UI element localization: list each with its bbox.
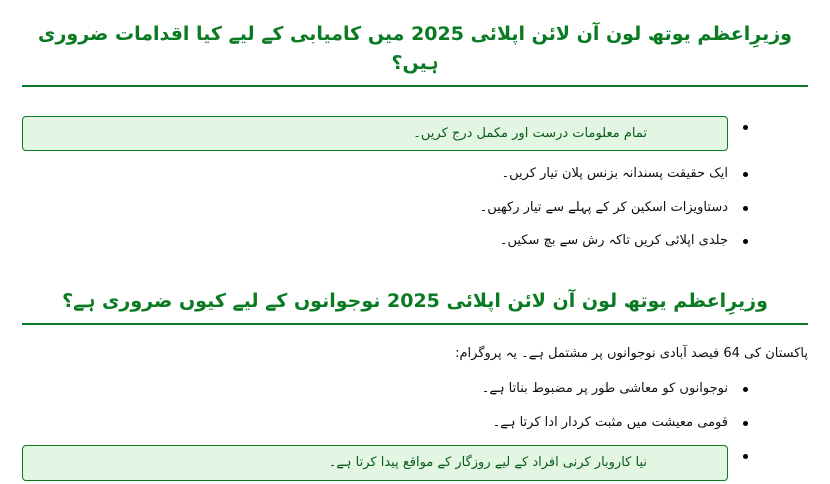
bullet-dot-icon (743, 421, 748, 426)
list-item (22, 227, 808, 254)
list-item-label: جلدی اپلائی کریں تاکہ رش سے بچ سکیں۔ (499, 233, 728, 249)
bullet-dot-icon (743, 454, 748, 459)
list-item (22, 113, 808, 154)
section-heading-2: وزیرِاعظم یوتھ لون آن لائن اپلائی 2025 نوجوانوں کے لیے کیوں ضروری ہے؟ (62, 289, 768, 312)
section-intro-text: پاکستان کی 64 فیصد آبادی نوجوانوں پر مشتمل ہے۔ یہ پروگرام: (455, 346, 808, 362)
spacer (22, 261, 808, 285)
list-item (22, 194, 808, 221)
section-heading-1: وزیرِاعظم یوتھ لون آن لائن اپلائی 2025 میں کامیابی کے لیے کیا اقدامات ضروری ہیں؟ (38, 23, 792, 74)
bullet-list-2 (22, 375, 808, 483)
list-item (22, 160, 808, 187)
list-item-label: تمام معلومات درست اور مکمل درج کریں۔ (22, 116, 728, 151)
bullet-list-1 (22, 113, 808, 255)
heading-divider-1 (22, 85, 808, 87)
bullet-dot-icon (743, 125, 748, 130)
list-item-label: قومی معیشت میں مثبت کردار ادا کرتا ہے۔ (492, 414, 728, 430)
list-item-label: ایک حقیقت پسندانہ بزنس پلان تیار کریں۔ (501, 166, 728, 182)
article-section-1 (22, 18, 808, 255)
heading-divider-2 (22, 323, 808, 325)
bullet-dot-icon (743, 206, 748, 211)
list-item (22, 409, 808, 436)
list-item (22, 442, 808, 483)
list-item-label: نوجوانوں کو معاشی طور پر مضبوط بناتا ہے۔ (481, 381, 728, 397)
list-item-label: دستاویزات اسکین کر کے پہلے سے تیار رکھیں۔ (479, 199, 728, 215)
list-item-label: نیا کاروبار کرنی افراد کے لیے روزگار کے مواقع پیدا کرتا ہے۔ (22, 445, 728, 480)
spacer (22, 101, 808, 113)
article-section-2 (22, 285, 808, 484)
list-item (22, 375, 808, 402)
